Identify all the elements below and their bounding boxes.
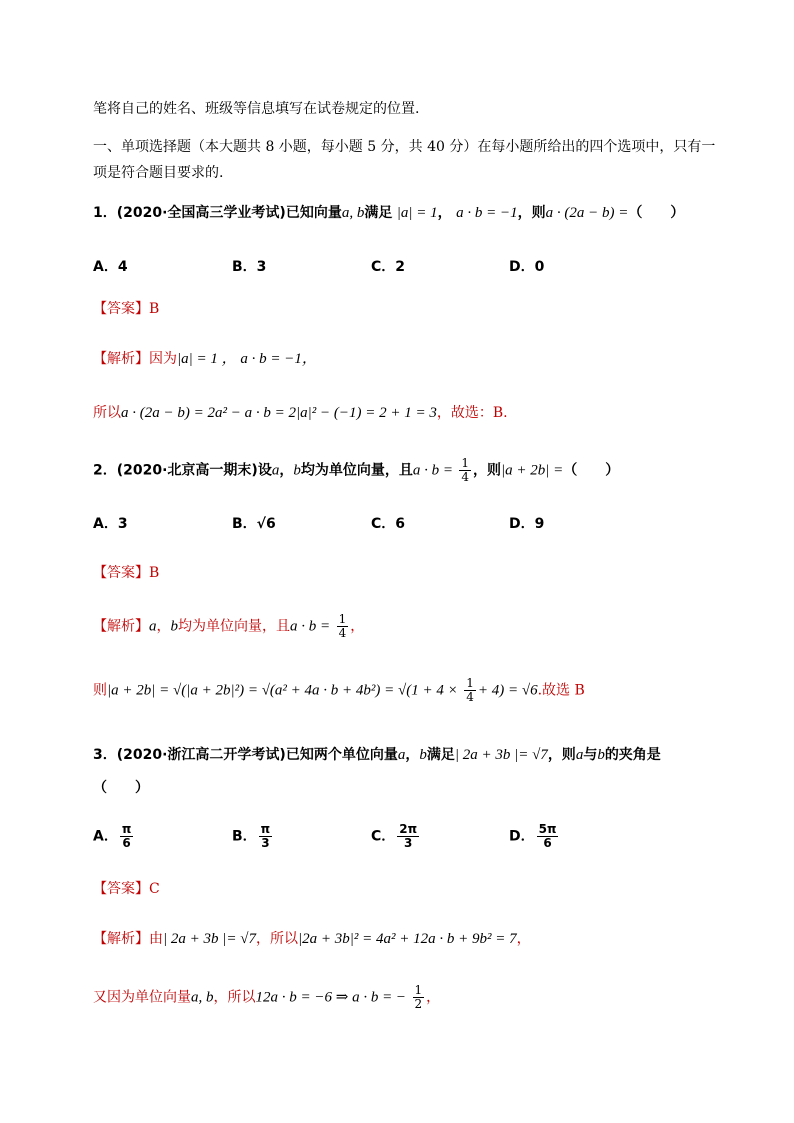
- q1-sep: ，: [437, 205, 452, 221]
- question-3: [93, 745, 661, 765]
- q2-a2-math1: |a + 2b| = √(|a + 2b|²) = √(a² + 4a · b + 4b²) = √(1 + 4 ×: [107, 682, 458, 699]
- q3-option-a-num: π: [121, 822, 132, 836]
- q3-prefix: 3．(2020·浙江高二开学考试)已知两个单位向量: [93, 747, 398, 763]
- q1-analysis1-text: 因为: [149, 351, 177, 367]
- q3-option-a-den: 6: [122, 836, 131, 850]
- q1-analysis2-math: a · (2a − b) = 2a² − a · b = 2|a|² − (−1) = 2 + 1 = 3: [121, 405, 437, 421]
- q2-expr: |a + 2b| =: [501, 462, 564, 479]
- question-1: [93, 203, 684, 223]
- q3-answer-tag: 【答案】: [93, 881, 149, 897]
- q2-option-c: C．6: [371, 516, 406, 532]
- q2-cond: a · b =: [412, 462, 453, 479]
- q2-analysis-tag: 【解析】: [93, 618, 149, 635]
- q3-option-b-den: 3: [261, 836, 270, 850]
- q3-analysis-line2: [93, 984, 440, 1011]
- section-text-1: 一、单项选择题（本大题共 8 小题，每小题 5 分，共 40 分）在每小题所给出的四个选项中，只有一: [93, 139, 716, 155]
- q1-blank: （ ）: [628, 205, 685, 221]
- q3-option-c-num: 2π: [399, 822, 418, 836]
- q2-option-b: B．√6: [232, 516, 276, 532]
- q3-blank-line: [93, 778, 149, 798]
- q3-a1-math2: |2a + 3b|² = 4a² + 12a · b + 9b² = 7: [297, 931, 517, 947]
- q2-a1-text: 均为单位向量，且: [178, 618, 290, 635]
- q2-v1: a: [271, 462, 280, 479]
- intro-line: [93, 99, 419, 119]
- q3-option-b-num: π: [260, 822, 271, 836]
- q3-a2-fraction: [413, 984, 425, 1011]
- q1-cond1: |a| = 1: [396, 205, 438, 221]
- q3-blank: （ ）: [93, 780, 149, 796]
- q2-a2-math2: + 4) = √6: [477, 682, 538, 699]
- q1-answer: B: [149, 301, 160, 317]
- q2-a2-text: 则: [93, 682, 107, 699]
- q2-analysis-line1: [93, 613, 364, 640]
- q2-mid1: 均为单位向量，且: [300, 462, 413, 479]
- q2-analysis-line2: [93, 677, 585, 704]
- q1-analysis2-tail: ，故选：B.: [436, 405, 508, 421]
- q2-frac-den: 4: [461, 470, 470, 484]
- q2-frac-num: 1: [461, 456, 470, 470]
- q2-a1-cond: a · b =: [290, 618, 331, 635]
- q3-mid2: ，则: [547, 747, 576, 763]
- q3-option-d-num: 5π: [538, 822, 557, 836]
- q2-answer: B: [149, 565, 160, 581]
- q1-option-b: B．3: [232, 259, 267, 275]
- q3-option-c: [371, 823, 421, 850]
- q2-option-a: A．3: [93, 516, 128, 532]
- q2-fraction: [459, 457, 471, 484]
- q1-answer-tag: 【答案】: [93, 301, 149, 317]
- q2-a2-tail: .故选 B: [537, 682, 585, 699]
- q3-a2-vars: a, b: [191, 989, 214, 1006]
- q3-option-b-fraction: [259, 823, 273, 850]
- q2-answer-line: [93, 563, 159, 583]
- q2-answer-tag: 【答案】: [93, 565, 149, 581]
- section-heading-line1: [93, 137, 715, 157]
- q3-option-c-fraction: [397, 823, 419, 850]
- q3-option-c-den: 3: [404, 836, 413, 850]
- intro-text: 笔将自己的姓名、班级等信息填写在试卷规定的位置.: [93, 101, 420, 117]
- q2-blank: （ ）: [563, 462, 620, 479]
- q3-a2-num: 1: [414, 983, 423, 997]
- q3-a2-math: 12a · b = −6 ⇒ a · b = −: [255, 989, 407, 1006]
- q2-a1-v1: a: [149, 618, 157, 635]
- q2-a2-den: 4: [466, 690, 474, 704]
- q1-prefix: 1．(2020·全国高三学业考试)已知向量: [93, 205, 342, 221]
- q3-sep: ，: [405, 747, 420, 763]
- q2-a2-fraction: [464, 677, 476, 704]
- q3-a1-text: 由: [149, 931, 163, 947]
- q1-analysis-tag: 【解析】: [93, 351, 149, 367]
- q2-a1-sep: ，: [156, 618, 171, 635]
- q3-a1-math1: | 2a + 3b |= √7: [163, 931, 256, 947]
- q1-analysis1-math: |a| = 1 ， a · b = −1，: [177, 351, 317, 367]
- q3-option-b: [232, 823, 274, 850]
- q3-option-a-label: A．: [93, 828, 118, 845]
- q2-v2: b: [293, 462, 301, 479]
- q3-answer: C: [149, 881, 160, 897]
- q3-option-d-label: D．: [509, 828, 535, 845]
- q1-mid2: ，则: [517, 205, 546, 221]
- q3-v1: a: [397, 747, 406, 763]
- q3-option-a: [93, 823, 135, 850]
- q3-a2-tail: ，: [426, 989, 441, 1006]
- q1-option-d: D．0: [509, 259, 545, 275]
- q3-analysis-line1: [93, 929, 531, 949]
- q3-a1-text2: ，所以: [255, 931, 298, 947]
- q2-a1-v2: b: [170, 618, 178, 635]
- q3-cond: | 2a + 3b |= √7: [454, 747, 548, 763]
- q1-answer-line: [93, 299, 159, 319]
- q1-expr: a · (2a − b) =: [545, 205, 629, 221]
- q1-option-a: A．4: [93, 259, 128, 275]
- q3-a1-tail: ，: [516, 931, 531, 947]
- q3-a2-text: 又因为单位向量: [93, 989, 191, 1006]
- q3-mid1: 满足: [426, 747, 455, 763]
- q3-mid3: 与: [583, 747, 598, 763]
- q2-prefix: 2．(2020·北京高一期末)设: [93, 462, 272, 479]
- q3-v4: b: [597, 747, 605, 763]
- q2-a1-tail: ，: [350, 618, 365, 635]
- q3-mid4: 的夹角是: [604, 747, 661, 763]
- q2-a1-den: 4: [338, 626, 347, 640]
- section-heading-line2: [93, 163, 223, 183]
- q3-a2-text2: ，所以: [213, 989, 256, 1006]
- q3-option-c-label: C．: [371, 828, 396, 845]
- q1-vars: a, b: [341, 205, 365, 221]
- q3-a2-den: 2: [414, 997, 423, 1011]
- q1-option-c: C．2: [371, 259, 406, 275]
- q1-analysis-line2: [93, 403, 508, 423]
- q1-cond2: a · b = −1: [456, 205, 518, 221]
- q1-analysis-line1: [93, 349, 317, 369]
- q2-sep: ，: [279, 462, 294, 479]
- q2-a1-fraction: [337, 613, 349, 640]
- section-text-2: 项是符合题目要求的.: [93, 165, 224, 181]
- q3-v3: a: [575, 747, 584, 763]
- q3-answer-line: [93, 879, 160, 899]
- q3-analysis-tag: 【解析】: [93, 931, 149, 947]
- q2-option-d: D．9: [509, 516, 545, 532]
- q2-a2-num: 1: [466, 676, 474, 690]
- q1-analysis2-text: 所以: [93, 405, 121, 421]
- question-2: [93, 457, 619, 484]
- q1-mid1: 满足: [364, 205, 393, 221]
- q3-option-d: [509, 823, 560, 850]
- q3-option-d-den: 6: [543, 836, 552, 850]
- q2-a1-num: 1: [338, 612, 347, 626]
- q3-v2: b: [419, 747, 427, 763]
- q3-option-d-fraction: [537, 823, 559, 850]
- q3-option-a-fraction: [120, 823, 134, 850]
- q3-option-b-label: B．: [232, 828, 257, 845]
- q2-mid2: ，则: [473, 462, 502, 479]
